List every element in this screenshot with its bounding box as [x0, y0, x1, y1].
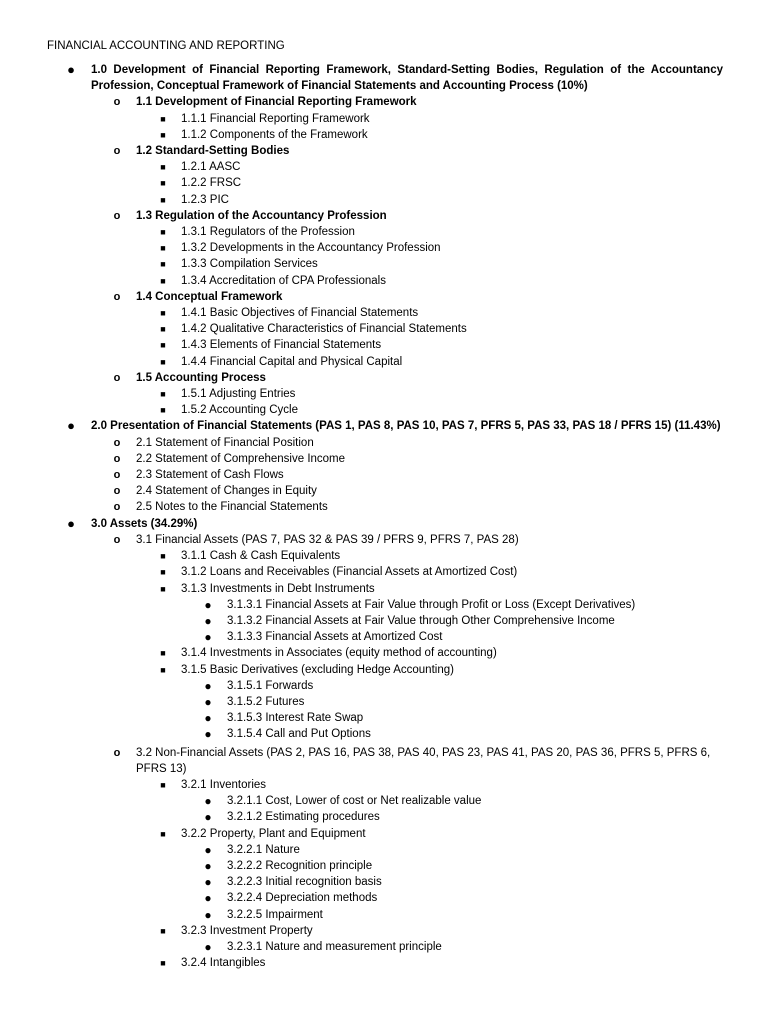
outline-item-level-4	[0, 710, 768, 726]
outline-item-level-3	[0, 402, 768, 418]
filled-circle-bullet-icon: ●	[204, 711, 212, 726]
outline-item-text: 2.3 Statement of Cash Flows	[136, 469, 284, 482]
outline-item-text: 3.1.2 Loans and Receivables (Financial Assets at Amortized Cost)	[181, 566, 518, 579]
outline-item-level-4	[0, 629, 768, 645]
filled-square-bullet-icon: ■	[160, 259, 166, 270]
outline-item-level-3	[0, 955, 768, 971]
filled-circle-bullet-icon: ●	[204, 891, 212, 906]
hollow-circle-bullet-icon: o	[113, 96, 121, 109]
filled-square-bullet-icon: ■	[160, 178, 166, 189]
syllabus-outline	[0, 62, 768, 971]
outline-item-level-2	[0, 745, 768, 777]
outline-item-text: 3.2.2.4 Depreciation methods	[227, 892, 378, 905]
outline-item-text: 1.5 Accounting Process	[136, 371, 266, 384]
filled-square-bullet-icon: ■	[160, 958, 166, 969]
outline-item-level-4	[0, 793, 768, 809]
outline-item-level-3	[0, 386, 768, 402]
hollow-circle-bullet-icon: o	[113, 145, 121, 158]
outline-item-text: 2.5 Notes to the Financial Statements	[136, 501, 328, 514]
filled-circle-bullet-icon: ●	[67, 62, 75, 77]
outline-item-level-4	[0, 842, 768, 858]
filled-square-bullet-icon: ■	[160, 779, 166, 790]
outline-item-text: 1.2.1 AASC	[181, 161, 241, 174]
filled-circle-bullet-icon: ●	[204, 939, 212, 954]
hollow-circle-bullet-icon: o	[113, 452, 121, 465]
outline-item-text: 1.2 Standard-Setting Bodies	[136, 145, 290, 158]
outline-item-text: 3.2.1 Inventories	[181, 778, 267, 791]
outline-item-level-3	[0, 645, 768, 661]
outline-item-text: 3.2.3 Investment Property	[181, 924, 313, 937]
filled-circle-bullet-icon: ●	[204, 613, 212, 628]
outline-item-text: 3.0 Assets (34.29%)	[91, 517, 198, 530]
outline-item-text: 3.2.1.2 Estimating procedures	[227, 811, 380, 824]
outline-item-text: 3.2.3.1 Nature and measurement principle	[227, 940, 442, 953]
outline-item-text: 1.4.2 Qualitative Characteristics of Financial Statements	[181, 323, 467, 336]
hollow-circle-bullet-icon: o	[113, 371, 121, 384]
outline-item-text: 3.2.2.1 Nature	[227, 843, 300, 856]
outline-item-level-4	[0, 939, 768, 955]
outline-item-level-2	[0, 451, 768, 467]
filled-circle-bullet-icon: ●	[204, 597, 212, 612]
outline-item-text: 3.1.3.3 Financial Assets at Amortized Cost	[227, 631, 443, 644]
hollow-circle-bullet-icon: o	[113, 746, 121, 759]
outline-item-text: 1.4.4 Financial Capital and Physical Capital	[181, 355, 403, 368]
filled-circle-bullet-icon: ●	[204, 858, 212, 873]
outline-item-text: 3.2.4 Intangibles	[181, 957, 266, 970]
outline-item-level-3	[0, 111, 768, 127]
outline-item-text: 2.2 Statement of Comprehensive Income	[136, 452, 346, 465]
outline-item-text: 1.1.1 Financial Reporting Framework	[181, 112, 370, 125]
outline-item-level-2	[0, 532, 768, 548]
hollow-circle-bullet-icon: o	[113, 485, 121, 498]
hollow-circle-bullet-icon: o	[113, 436, 121, 449]
filled-square-bullet-icon: ■	[160, 664, 166, 675]
filled-square-bullet-icon: ■	[160, 340, 166, 351]
filled-square-bullet-icon: ■	[160, 308, 166, 319]
outline-item-level-3	[0, 826, 768, 842]
filled-circle-bullet-icon: ●	[204, 630, 212, 645]
outline-item-text: 3.2 Non-Financial Assets (PAS 2, PAS 16, PAS 38, PAS 40, PAS 23, PAS 41, PAS 20, PAS 36, PFRS 5, PFRS 6, PFRS 13)	[136, 746, 711, 775]
filled-circle-bullet-icon: ●	[204, 727, 212, 742]
outline-item-text: 1.5.2 Accounting Cycle	[181, 404, 298, 417]
outline-item-level-3	[0, 256, 768, 272]
filled-square-bullet-icon: ■	[160, 227, 166, 238]
outline-item-text: 1.3.2 Developments in the Accountancy Profession	[181, 242, 441, 255]
outline-item-level-2	[0, 289, 768, 305]
outline-item-level-3	[0, 564, 768, 580]
outline-item-level-4	[0, 678, 768, 694]
document-title: FINANCIAL ACCOUNTING AND REPORTING	[47, 40, 285, 52]
filled-square-bullet-icon: ■	[160, 162, 166, 173]
filled-square-bullet-icon: ■	[160, 648, 166, 659]
filled-circle-bullet-icon: ●	[204, 907, 212, 922]
outline-item-level-3	[0, 224, 768, 240]
outline-item-text: 1.2.3 PIC	[181, 193, 229, 206]
filled-circle-bullet-icon: ●	[204, 875, 212, 890]
outline-item-level-3	[0, 175, 768, 191]
hollow-circle-bullet-icon: o	[113, 469, 121, 482]
outline-item-level-3	[0, 662, 768, 678]
hollow-circle-bullet-icon: o	[113, 533, 121, 546]
outline-item-text: 1.2.2 FRSC	[181, 177, 242, 190]
filled-square-bullet-icon: ■	[160, 828, 166, 839]
outline-item-level-1	[0, 62, 768, 94]
outline-item-level-4	[0, 597, 768, 613]
outline-item-level-2	[0, 435, 768, 451]
filled-square-bullet-icon: ■	[160, 275, 166, 286]
outline-item-text: 1.4.3 Elements of Financial Statements	[181, 339, 382, 352]
outline-item-level-3	[0, 354, 768, 370]
outline-item-level-3	[0, 321, 768, 337]
outline-item-level-4	[0, 809, 768, 825]
outline-item-level-2	[0, 467, 768, 483]
outline-item-level-3	[0, 305, 768, 321]
outline-item-level-3	[0, 127, 768, 143]
hollow-circle-bullet-icon: o	[113, 209, 121, 222]
outline-item-text: 3.1.4 Investments in Associates (equity method of accounting)	[181, 647, 497, 660]
outline-item-text: 2.0 Presentation of Financial Statements (PAS 1, PAS 8, PAS 10, PAS 7, PFRS 5, PAS 33, PAS 18 / PFRS 15) (11.43%)	[91, 420, 721, 433]
outline-item-text: 1.1 Development of Financial Reporting Framework	[136, 96, 417, 109]
outline-item-level-2	[0, 208, 768, 224]
filled-square-bullet-icon: ■	[160, 567, 166, 578]
filled-square-bullet-icon: ■	[160, 925, 166, 936]
outline-item-level-3	[0, 548, 768, 564]
filled-circle-bullet-icon: ●	[67, 418, 75, 434]
outline-item-text: 1.4.1 Basic Objectives of Financial Statements	[181, 307, 419, 320]
outline-item-text: 3.1 Financial Assets (PAS 7, PAS 32 & PAS 39 / PFRS 9, PFRS 7, PAS 28)	[136, 533, 519, 546]
filled-circle-bullet-icon: ●	[204, 694, 212, 709]
outline-item-level-2	[0, 370, 768, 386]
outline-item-level-4	[0, 890, 768, 906]
outline-item-text: 3.1.5.1 Forwards	[227, 679, 314, 692]
outline-item-level-4	[0, 907, 768, 923]
outline-item-text: 2.4 Statement of Changes in Equity	[136, 485, 317, 498]
outline-item-level-2	[0, 143, 768, 159]
outline-item-level-2	[0, 483, 768, 499]
outline-item-level-4	[0, 694, 768, 710]
outline-item-text: 3.1.5.2 Futures	[227, 695, 305, 708]
outline-item-level-3	[0, 581, 768, 597]
outline-item-text: 2.1 Statement of Financial Position	[136, 436, 314, 449]
outline-item-text: 3.1.3.2 Financial Assets at Fair Value through Other Comprehensive Income	[227, 614, 615, 627]
outline-item-text: 1.3 Regulation of the Accountancy Profession	[136, 209, 387, 222]
outline-item-text: 1.1.2 Components of the Framework	[181, 128, 368, 141]
outline-item-level-3	[0, 240, 768, 256]
outline-item-text: 3.1.3 Investments in Debt Instruments	[181, 582, 375, 595]
outline-item-text: 3.1.5 Basic Derivatives (excluding Hedge Accounting)	[181, 663, 454, 676]
outline-item-text: 1.0 Development of Financial Reporting Framework, Standard-Setting Bodies, Regulation of the Accountancy Profession, Conceptual Framework of Financial Statements and Accounting Process (10%)	[91, 64, 723, 93]
outline-item-level-4	[0, 613, 768, 629]
outline-item-level-3	[0, 273, 768, 289]
outline-item-level-3	[0, 777, 768, 793]
outline-item-text: 3.2.2 Property, Plant and Equipment	[181, 827, 366, 840]
hollow-circle-bullet-icon: o	[113, 501, 121, 514]
outline-item-level-3	[0, 337, 768, 353]
outline-item-level-3	[0, 923, 768, 939]
filled-square-bullet-icon: ■	[160, 551, 166, 562]
outline-item-text: 1.3.3 Compilation Services	[181, 258, 318, 271]
outline-item-text: 1.4 Conceptual Framework	[136, 290, 283, 303]
filled-square-bullet-icon: ■	[160, 129, 166, 140]
outline-item-text: 1.5.1 Adjusting Entries	[181, 388, 296, 401]
filled-square-bullet-icon: ■	[160, 243, 166, 254]
outline-item-level-3	[0, 192, 768, 208]
filled-circle-bullet-icon: ●	[204, 794, 212, 809]
filled-square-bullet-icon: ■	[160, 405, 166, 416]
filled-square-bullet-icon: ■	[160, 389, 166, 400]
outline-item-text: 3.1.1 Cash & Cash Equivalents	[181, 550, 341, 563]
outline-item-text: 3.2.2.2 Recognition principle	[227, 859, 373, 872]
outline-item-level-4	[0, 726, 768, 742]
filled-square-bullet-icon: ■	[160, 324, 166, 335]
filled-square-bullet-icon: ■	[160, 356, 166, 367]
filled-circle-bullet-icon: ●	[204, 678, 212, 693]
filled-circle-bullet-icon: ●	[67, 515, 75, 531]
outline-item-text: 3.2.2.3 Initial recognition basis	[227, 876, 382, 889]
outline-item-text: 3.2.2.5 Impairment	[227, 908, 323, 921]
outline-item-text: 3.1.5.3 Interest Rate Swap	[227, 712, 364, 725]
outline-item-level-4	[0, 874, 768, 890]
filled-square-bullet-icon: ■	[160, 583, 166, 594]
filled-square-bullet-icon: ■	[160, 113, 166, 124]
outline-item-text: 3.1.5.4 Call and Put Options	[227, 728, 371, 741]
hollow-circle-bullet-icon: o	[113, 290, 121, 303]
filled-circle-bullet-icon: ●	[204, 810, 212, 825]
outline-item-level-4	[0, 858, 768, 874]
outline-item-text: 3.1.3.1 Financial Assets at Fair Value through Profit or Loss (Except Derivatives)	[227, 598, 636, 611]
filled-square-bullet-icon: ■	[160, 194, 166, 205]
outline-item-level-2	[0, 94, 768, 110]
outline-item-text: 1.3.1 Regulators of the Profession	[181, 226, 355, 239]
outline-item-level-1	[0, 516, 768, 532]
outline-item-level-1	[0, 418, 768, 434]
outline-item-level-3	[0, 159, 768, 175]
filled-circle-bullet-icon: ●	[204, 842, 212, 857]
outline-item-text: 1.3.4 Accreditation of CPA Professionals	[181, 274, 386, 287]
outline-item-text: 3.2.1.1 Cost, Lower of cost or Net realizable value	[227, 795, 482, 808]
outline-item-level-2	[0, 499, 768, 515]
